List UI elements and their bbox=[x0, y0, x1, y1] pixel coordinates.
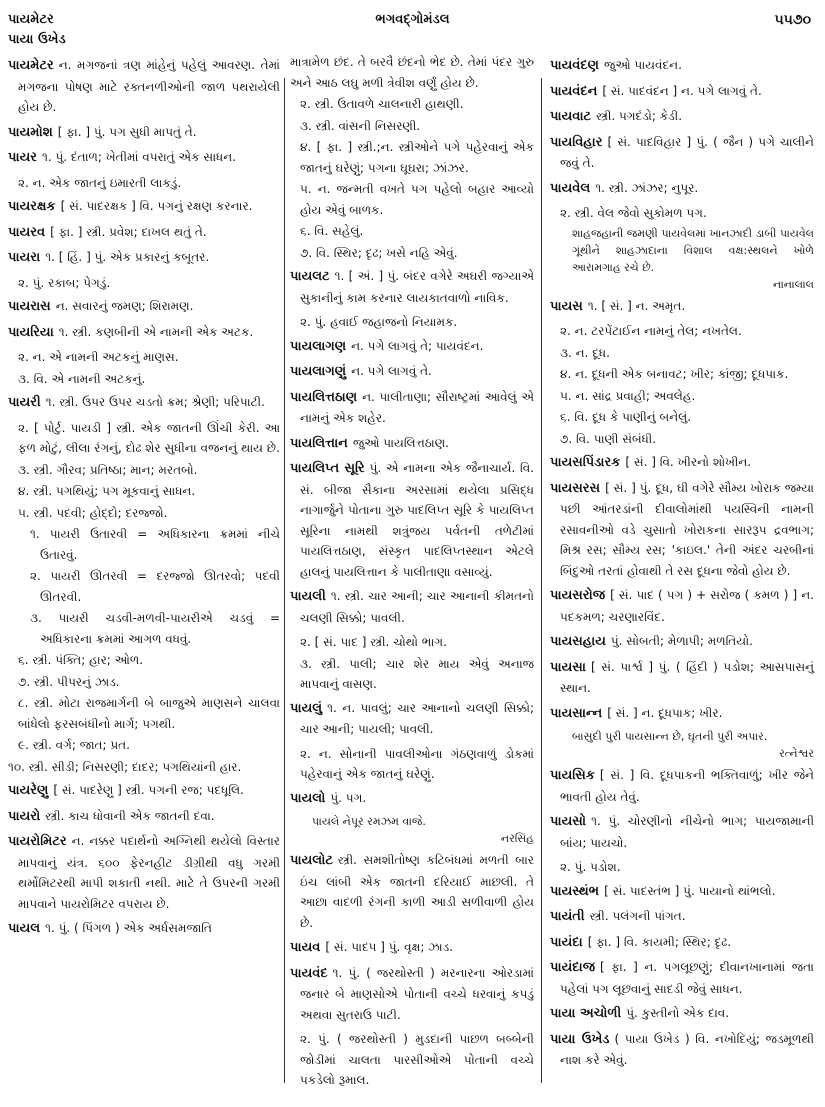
headword: પાયસાન્ન bbox=[550, 705, 603, 721]
headword: પાયસ્થંભ bbox=[550, 883, 600, 899]
definition: [ સં. પાર્શ્વ ] પું. ( હિંદી ) પડોશ; આસપાસનું સ્થાન. bbox=[560, 659, 814, 695]
dictionary-entry bbox=[290, 266, 534, 308]
sense: ૭. વિ. સ્થિર; દૃઢ; ખસે નહિ એવું. bbox=[300, 245, 458, 260]
headword: પાયરિયા bbox=[8, 324, 54, 340]
sense: ૪. સ્ત્રી. પગથિયું; પગ મૂકવાનું સાધન. bbox=[18, 484, 196, 498]
sense: ૩. સ્ત્રી. પાલી; ચાર શેર માય એવું અનાજ માપવાનું વાસણ. bbox=[300, 656, 534, 691]
headword: પાયસરસ bbox=[550, 480, 601, 496]
sense: ૩. સ્ત્રી. વાંસની નિસરણી. bbox=[300, 118, 421, 133]
dictionary-entry bbox=[550, 178, 814, 200]
headword: પાયલિપ્ત સૂરિ bbox=[290, 461, 365, 476]
definition: [ સં. ] પું. દૂધ, ઘી વગેરે સૌમ્ય ખોરાક જમ્યા પછી આંતરડાંની દીવાલોમાંથી પયસ્વિની નામની રસાવનીઓ વડે ચુસાતો ખોરાકના સારરૂપ દ્રવભાગ; મિશ્ર રસ; સૌમ્ય રસ; 'કાઇલ.' તેની અંદર ચરબીનાં બિંદુઓ તરતાં હોવાથી તે રસ દૂધના જેવો હોય છે. bbox=[560, 480, 814, 578]
headword: પાયા અચોળી bbox=[550, 1006, 622, 1021]
sense: ૫. સ્ત્રી. પદવી; હોદ્દો; દરજ્જો. bbox=[18, 505, 168, 520]
sense: ૨. [ સં. પાદ ] સ્ત્રી. ચોથો ભાગ. bbox=[300, 635, 447, 649]
headword: પાયલાગણું bbox=[290, 364, 347, 379]
definition: પું. સોબતી; મેળાપી; મળતિયો. bbox=[610, 634, 753, 648]
column-divider bbox=[541, 78, 542, 1083]
column-divider bbox=[284, 78, 285, 1083]
definition: [ સં. ] ન. દૂધપાક; ખીર. bbox=[607, 705, 723, 720]
headword: પાયરોમિટર bbox=[8, 834, 67, 849]
sense: ૫. ન. જન્મતી વખતે પગ પહેલો બહાર આવ્યો હોય એવું બાળક. bbox=[300, 182, 534, 217]
dictionary-entry bbox=[550, 296, 814, 318]
sense: ૩. વિ. એ નામની અટકનું. bbox=[18, 371, 146, 386]
sense: ૧૦. સ્ત્રી. સીડી; નિસરણી; દાદર; પગથિયાંની હાર. bbox=[8, 759, 242, 774]
page-number: ૫૫૭૦ bbox=[774, 12, 811, 28]
sense: ૩. ન. દૂધ. bbox=[560, 345, 610, 360]
dictionary-entry bbox=[550, 703, 814, 725]
dictionary-entry bbox=[8, 392, 280, 414]
sense: ૨. [ પોર્ટુ. પાયડી ] સ્ત્રી. એક જાતની ઊંચી કેરી. આ ફળ મોટું, લીલા રંગનું, દોઢ શેર સુધીના વજનનું થાય છે. bbox=[18, 420, 280, 455]
dictionary-entry bbox=[8, 222, 280, 244]
definition: [ સં. પાદરેણુ ] સ્ત્રી. પગની રજ; પદધૂલિ. bbox=[53, 783, 244, 797]
dictionary-entry bbox=[290, 850, 534, 933]
dictionary-entry bbox=[8, 147, 280, 169]
headword: પાયલું bbox=[290, 700, 323, 716]
dictionary-entry bbox=[550, 55, 814, 77]
headword: પાયરી bbox=[8, 395, 41, 410]
definition: ૧. સ્ત્રી. ઉપર ઉપર ચડતો ક્રમ; શ્રેણી; પરિપાટી. bbox=[45, 395, 265, 409]
definition: સ્ત્રી. પલંગની પાંગત. bbox=[589, 909, 686, 923]
dictionary-entry bbox=[550, 932, 814, 954]
sense: ૭. સ્ત્રી. પીપરનું ઝાડ. bbox=[18, 674, 120, 689]
headword: પાયલો bbox=[290, 790, 326, 806]
dictionary-entry bbox=[550, 132, 814, 174]
headword: પાયસિક bbox=[550, 768, 595, 783]
headword: પાયવેલ bbox=[550, 180, 591, 196]
quotation bbox=[550, 728, 814, 762]
dictionary-entry bbox=[8, 55, 280, 118]
column-3 bbox=[550, 52, 814, 1075]
dictionary-entry bbox=[8, 296, 280, 318]
dictionary-entry bbox=[290, 963, 534, 1026]
headword: પાયવાટ bbox=[550, 109, 592, 124]
headword: પાયસા bbox=[550, 659, 586, 675]
headword: પાયવિહાર bbox=[550, 134, 603, 150]
dictionary-entry bbox=[550, 452, 814, 474]
dictionary-entry bbox=[550, 631, 814, 653]
definition: ન. નક્કર પદાર્થનો અગ્નિથી થયેલો વિસ્તાર માપવાનું યંત્ર. ૬૦૦ ફેરનહીટ ડીગ્રીથી વધુ ગરમી થર્મોમિટરથી માપી શકાતી નથી. માટે તે ઉપરની ગરમી માપવાને પાયરોમિટર વપરાય છે. bbox=[18, 834, 280, 911]
headword: પાયલિત્તાન bbox=[290, 435, 348, 451]
dictionary-entry bbox=[550, 881, 814, 903]
dictionary-entry bbox=[550, 811, 814, 853]
sense: ૨. ન. એક જાતનું ઇમારતી લાકડું. bbox=[18, 175, 182, 190]
definition: ૧. [ અં. ] પું. બંદર વગેરે અઘરી જગ્યાએ સુકાનીનું કામ કરનાર લાયકાતવાળો નાવિક. bbox=[300, 269, 534, 305]
idiom: ૧. પાયરી ઉતારવી = અધિકારના ક્રમમાં નીચે ઉતારવું. bbox=[30, 527, 280, 562]
definition: ૧. પું. ચોરણીનો નીચેનો ભાગ; પાયજામાની બાંય; પાયચો. bbox=[560, 814, 814, 850]
definition: પું. કુસ્તીનો એક દાવ. bbox=[626, 1006, 730, 1020]
definition: [ ફા. ] વિ. કાયમી; સ્થિર; દૃઢ. bbox=[587, 934, 732, 949]
dictionary-entry bbox=[550, 657, 814, 699]
definition: ૧. ન. પાવલું; ચાર આનાનો ચલણી સિક્કો; ચાર આની; પાયલી; પાવલી. bbox=[300, 700, 534, 736]
headword: પાયલટ bbox=[290, 269, 330, 284]
headword: પાયા ઉખેડ bbox=[550, 1031, 610, 1047]
dictionary-entry bbox=[8, 247, 280, 269]
definition: [ સં. પાદસ્તંભ ] પું. પાયાનો થાંભલો. bbox=[604, 883, 776, 898]
definition: [ સં. પાદવંદન ] ન. પગે લાગવું તે. bbox=[602, 83, 762, 98]
dictionary-entry bbox=[8, 806, 280, 828]
definition: [ ફા. ] પું. પગ સુધી માપતું તે. bbox=[57, 124, 197, 139]
sense: ૬. વિ. દૂધ કે પાણીનું બનેલું. bbox=[560, 410, 692, 424]
dictionary-entry bbox=[290, 458, 534, 582]
definition: ૧. પું. દંતાળ; ખેતીમાં વપરાતું એક સાધન. bbox=[42, 150, 236, 164]
page-title: ભગવદ્ગોમંડલ bbox=[375, 12, 450, 27]
headword: પાયવ bbox=[290, 940, 321, 955]
dictionary-entry bbox=[8, 196, 280, 218]
quotation-text: બાસુદી પુરી પાયસાન્ન છે, ઘૃતની પુરી અપાર. bbox=[572, 730, 768, 743]
definition: પું. એ નામના એક જૈનાચાર્ય. વિ. સં. બીજા સૈકાના અરસામાં થયેલા પ્રસિદ્ધ નાગાર્જુને પોતાના ગુરુ પાદલિપ્ત સૂરિ કે પાયલિપ્ત સૂરિના નામથી શત્રુંજય પર્વતની તળેટીમાં પાયલિત્તઠાણ, સંસ્કૃત પાદલિપ્તસ્થાન એટલે હાલનું પાયલિત્તાન કે પાલીતાણા વસાવ્યું. bbox=[300, 461, 534, 579]
dictionary-entry bbox=[8, 322, 280, 344]
headword: પાયસહાય bbox=[550, 634, 606, 649]
quotation-text: પાયલે નેપૂર રમઝમ વાજે. bbox=[312, 815, 426, 828]
quotation-author: રત્નેશ્વર bbox=[779, 747, 814, 760]
dictionary-entry bbox=[550, 478, 814, 582]
definition: ન. પાલીતાણા; સૌરાષ્ટ્રમાં આવેલું એ નામનું એક શહેર. bbox=[300, 389, 534, 425]
dictionary-entry bbox=[290, 387, 534, 429]
headword: પાયસરોજ bbox=[550, 588, 606, 603]
dictionary-entry bbox=[550, 106, 814, 128]
headword: પાયમોશ bbox=[8, 124, 53, 140]
dictionary-entry bbox=[550, 906, 814, 928]
idiom: ૩. પાયરી ચડવી-મળવી-પાયરીએ ચડવું = અધિકારના ક્રમમાં આગળ વધવું. bbox=[30, 611, 280, 646]
definition: ૧. [ સં. ] ન. અમૃત. bbox=[587, 298, 686, 313]
headword: પાયલાગણ bbox=[290, 338, 347, 354]
definition: [ સં. પાદરક્ષક ] વિ. પગનું રક્ષણ કરનાર. bbox=[60, 199, 253, 213]
dictionary-entry bbox=[290, 336, 534, 358]
headword: પાયસપિંડારક bbox=[550, 455, 621, 470]
headword: પાયંદાજ bbox=[550, 960, 596, 975]
dictionary-entry bbox=[550, 81, 814, 103]
sense: ૨. ન. સોનાની પાવલીઓના ગંઠણવાળું ડોકમાં પહેરવાનું એક જાતનું ઘરેણું. bbox=[300, 746, 534, 781]
dictionary-entry bbox=[550, 585, 814, 627]
quotation-author: નાનાલાલ bbox=[772, 277, 814, 291]
headword: પાયવંદન bbox=[550, 83, 598, 99]
definition: [ સં. પાદપ ] પું. વૃક્ષ; ઝાડ. bbox=[325, 940, 454, 954]
headword: પાયરેણુ bbox=[8, 783, 49, 798]
headword: પાયલિત્તઠાણ bbox=[290, 389, 358, 405]
headword: પાયવંદણ bbox=[550, 58, 599, 73]
definition: ૧. પું. ( પિંગળ ) એક અર્ધસમજાતિ bbox=[45, 921, 212, 935]
sense: ૨. ન. એ નામની અટકનું માણસ. bbox=[18, 350, 179, 364]
dictionary-entry bbox=[8, 831, 280, 914]
definition: [ સં. પાદ ( પગ ) + સરોજ ( કમળ ) ] ન. પદકમળ; ચરણારવિંદ. bbox=[560, 588, 814, 624]
definition: ન. સવારનું જમણ; શિરામણ. bbox=[55, 299, 194, 313]
definition: ન. પગે લાગવું તે. bbox=[351, 364, 432, 378]
quotation bbox=[290, 813, 534, 847]
headword: પાયર bbox=[8, 150, 37, 165]
definition: [ સં. ] વિ. ખીરનો શોખીન. bbox=[625, 455, 752, 469]
definition: ૧. સ્ત્રી. ચાર આની; ચાર આનાની કીમતનો ચલણી સિક્કો; પાવલી. bbox=[300, 589, 534, 625]
definition: ન. પગે લાગવું તે; પાયવંદન. bbox=[351, 338, 484, 353]
headword: પાયંદા bbox=[550, 934, 583, 950]
headword: પાયરક્ષક bbox=[8, 199, 56, 214]
dictionary-entry bbox=[8, 780, 280, 802]
dictionary-entry bbox=[290, 433, 534, 455]
dictionary-entry bbox=[290, 586, 534, 628]
quotation-text: શાહજહાની જમણી પાયવેલમાં ખાનઝાદી ડાબી પાયવેલ ગૂંથીને શાહઝાદાના વિશાલ વક્ષ:સ્થલને ખોળે આરામગાહ રચે છે. bbox=[572, 226, 814, 274]
dictionary-entry bbox=[8, 122, 280, 144]
sense: ૭. વિ. પાણી સંબંધી. bbox=[560, 431, 657, 446]
sense: ૨. પું. પડોશ. bbox=[560, 860, 621, 874]
definition: [ ફા. ] ન. પગલૂછણું; દીવાનખાનામાં જતા પહેલાં પગ લૂછવાનું સાદડી જેવું સાધન. bbox=[560, 960, 814, 996]
headword: પાયરો bbox=[8, 808, 41, 824]
guide-word-last: પાયા ઉખેડ bbox=[8, 32, 66, 47]
sense: ૫. ન. સાંદ્ર પ્રવાહી; અવલેહ. bbox=[560, 388, 696, 403]
definition: ૧. સ્ત્રી. ઝાંઝર; નુપૂર. bbox=[595, 180, 699, 195]
sense: ૨. પું. રકાબ; પેગડું. bbox=[18, 275, 111, 290]
sense: ૪. [ ફા. ] સ્ત્રી.;ન. સ્ત્રીઓને પગે પહેરવાનું એક જાતનું ઘરેણું; પગના ઘૂઘરા; ઝાંઝર. bbox=[300, 140, 534, 175]
sense: ૨. પું. હવાઈ જહાજનો નિયામક. bbox=[300, 315, 458, 329]
dictionary-entry bbox=[290, 788, 534, 810]
quotation bbox=[550, 225, 814, 293]
dictionary-entry bbox=[550, 765, 814, 807]
sense: ૨. પું. ( જરથોસ્તી ) મુડદાની પાછળ બબ્બેની જોડીમાં ચાલતા પારસીઓએ પોતાની વચ્ચે પકડેલો રૂમાલ. bbox=[300, 1032, 534, 1087]
definition: સ્ત્રી. કાચ ધોવાની એક જાતની દવા. bbox=[45, 808, 215, 823]
sense: માત્રામેળ છંદ. તે બરવૈ છંદનો ભેદ છે. તેમાં પંદર ગુરુ અને આઠ લઘુ મળી ત્રેવીશ વર્ણું હોય છે. bbox=[290, 55, 534, 90]
definition: ન. મગજનાં ત્રણ માંહેનું પહેલું આવરણ. તેમાં મગજના પોષણ માટે રક્તનળીઓની જાળ પથરાયેલી હોય છે. bbox=[18, 58, 280, 114]
column-1 bbox=[8, 52, 280, 944]
definition: [ સં. પાદવિહાર ] પું. ( જૈન ) પગે ચાલીને જવું તે. bbox=[560, 134, 814, 170]
headword: પાયલોટ bbox=[290, 853, 333, 868]
headword: પાયસ bbox=[550, 298, 583, 314]
idiom: ૨. પાયરી ઊતરવી = દરજ્જો ઊતરવો; પદવી ઊતરવી. bbox=[30, 569, 280, 604]
definition: ૧. સ્ત્રી. કણબીની એ નામની એક અટક. bbox=[58, 324, 254, 339]
dictionary-entry bbox=[550, 957, 814, 999]
definition: ( પાયા ઉખેડ ) વિ. નખોદિયું; જડમૂળથી નાશ કરે એવું. bbox=[560, 1031, 814, 1067]
sense: ૮. સ્ત્રી. મોટા રાજમાર્ગની બે બાજુએ માણસને ચાલવા બાંધેલો ફરસબંધીનો માર્ગ; પગથી. bbox=[18, 696, 280, 731]
definition: સ્ત્રી. સમશીતોષ્ણ કટિબંધમાં મળતી બાર ઇંચ લાંબી એક જાતની દરિયાઈ માછલી. તે આછા વાદળી રંગની કાળી આડી સળીવાળી હોય છે. bbox=[300, 853, 534, 930]
headword: પાયરાસ bbox=[8, 299, 51, 314]
sense: ૨. સ્ત્રી. ઉતાવળે ચાલનારી હાથણી. bbox=[300, 97, 464, 111]
headword: પાયરા bbox=[8, 250, 41, 265]
dictionary-entry bbox=[8, 918, 280, 940]
dictionary-entry bbox=[550, 1003, 814, 1025]
sense: ૬. વિ. સહેલું. bbox=[300, 224, 364, 238]
sense: ૪. ન. દૂધની એક બનાવટ; ખીર; કાંજી; દૂધપાક. bbox=[560, 367, 789, 381]
headword: પાયલી bbox=[290, 589, 326, 604]
definition: ૧. પું. ( જરથોસ્તી ) મરનારના ઓરડામાં જનાર બે માણસોએ પોતાની વચ્ચે ધરવાનું કપડું અથવા સુતરાઉ પાટી. bbox=[300, 965, 534, 1022]
definition: [ ફા. ] સ્ત્રી. પ્રવેશ; દાખલ થતું તે. bbox=[50, 224, 207, 239]
headword: પાયવંદ bbox=[290, 965, 328, 981]
definition: સ્ત્રી. પગદંડો; કેડી. bbox=[596, 109, 683, 123]
sense: ૩. સ્ત્રી. ગૌરવ; પ્રતિષ્ઠા; માન; મરતબો. bbox=[18, 462, 198, 477]
sense: ૬. સ્ત્રી. પંક્તિ; હાર; ઓળ. bbox=[18, 653, 144, 667]
headword: પાયંતી bbox=[550, 909, 585, 924]
definition: જુઓ પાયલિત્તઠાણ. bbox=[352, 435, 449, 450]
definition: જુઓ પાયવંદન. bbox=[603, 58, 682, 72]
sense: ૯. સ્ત્રી. વર્ગ; જાત; પ્રત. bbox=[18, 738, 130, 752]
definition: પું. પગ. bbox=[330, 790, 367, 805]
column-2 bbox=[290, 52, 534, 1092]
guide-word-first: પાયમેટર bbox=[8, 12, 54, 27]
headword: પાયરવ bbox=[8, 224, 46, 240]
headword: પાયમેટર bbox=[8, 58, 54, 73]
dictionary-entry bbox=[290, 361, 534, 383]
definition: [ સં. ] વિ. દૂધપાકની ભક્તિવાળું; ખીર જેને ભાવતી હોય તેવું. bbox=[560, 768, 814, 804]
definition: ૧. [ હિં. ] પું. એક પ્રકારનું કબૂતર. bbox=[45, 250, 210, 264]
sense: ૨. સ્ત્રી. વેલ જેવો સુકોમળ પગ. bbox=[560, 206, 707, 220]
dictionary-entry bbox=[550, 1029, 814, 1071]
dictionary-entry bbox=[290, 698, 534, 740]
quotation-author: નરસિંહ bbox=[500, 832, 534, 845]
headword: પાયલ bbox=[8, 921, 41, 936]
headword: પાયસો bbox=[550, 814, 587, 829]
dictionary-entry bbox=[290, 937, 534, 959]
sense: ૨. ન. ટરપેંટાઈન નામનું તેલ; નખતેલ. bbox=[560, 324, 742, 338]
